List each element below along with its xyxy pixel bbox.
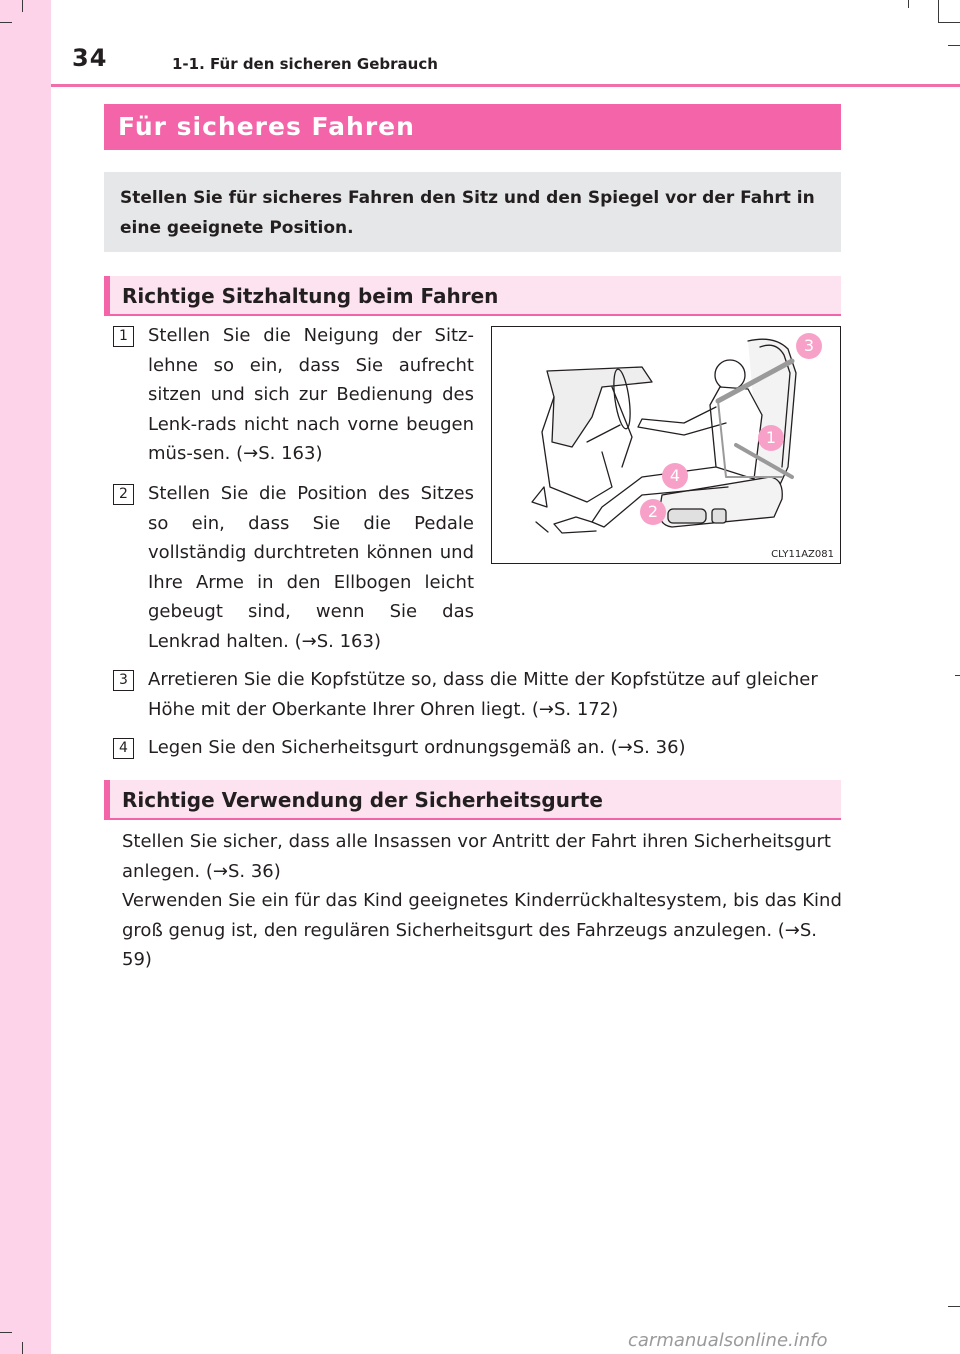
crop-mark (908, 0, 909, 8)
item-number-3: 3 (113, 670, 134, 691)
side-tab-strip (0, 0, 51, 1354)
crop-mark (948, 45, 960, 46)
belts-heading-text: Richtige Verwendung der Sicherheitsgurte (122, 788, 603, 812)
posture-item-1: Stellen Sie die Neigung der Sitz-lehne so ein, dass Sie aufrecht sitzen und sich zur Bedienung des Lenk-rads nicht nach vorne beugen müs-sen. (→S. 163) (148, 325, 474, 464)
intro-box (104, 172, 841, 252)
crop-mark (22, 1342, 23, 1354)
crop-mark (0, 1332, 12, 1333)
crop-mark (22, 0, 23, 12)
intro-text: Stellen Sie für sicheres Fahren den Sitz und den Spiegel vor der Fahrt in eine geeignete Position. (120, 188, 815, 238)
watermark-logo: carmanualsonline.info (628, 1330, 828, 1351)
crop-mark (938, 0, 939, 22)
figure-code: CLY11AZ081 (771, 549, 834, 560)
posture-item-3: Arretieren Sie die Kopfstütze so, dass die Mitte der Kopfstütze auf gleicher Höhe mit der Oberkante Ihrer Ohren liegt. (→S. 172) (148, 669, 818, 720)
running-header: 1-1. Für den sicheren Gebrauch (172, 55, 438, 73)
posture-heading-text: Richtige Sitzhaltung beim Fahren (122, 284, 499, 308)
crop-mark (938, 22, 960, 23)
crop-mark (0, 22, 12, 23)
posture-item-4: Legen Sie den Sicherheitsgurt ordnungsgemäß an. (→S. 36) (148, 737, 686, 758)
callout-3: 3 (796, 333, 822, 359)
posture-heading (104, 276, 841, 316)
header-rule (51, 84, 960, 87)
item-number-4: 4 (113, 738, 134, 759)
item-number-2: 2 (113, 484, 134, 505)
page-number: 34 (72, 44, 108, 72)
crop-mark (955, 675, 960, 676)
seating-posture-figure (491, 326, 841, 564)
item-number-1: 1 (113, 326, 134, 347)
main-title: Für sicheres Fahren (104, 104, 841, 150)
belts-paragraph-1: Stellen Sie sicher, dass alle Insassen vor Antritt der Fahrt ihren Sicherheitsgurt anlegen. (→S. 36) (122, 831, 831, 882)
callout-1: 1 (758, 425, 784, 451)
posture-item-2: Stellen Sie die Position des Sitzes so ein, dass Sie die Pedale vollständig durchtreten können und Ihre Arme in den Ellbogen leicht gebeugt sind, wenn Sie das Lenkrad halten. (→S. 163) (148, 483, 474, 652)
callout-4: 4 (662, 463, 688, 489)
driver-seat-illustration (492, 327, 840, 563)
belts-paragraph-2: Verwenden Sie ein für das Kind geeignetes Kinderrückhaltesystem, bis das Kind groß genug ist, den regulären Sicherheitsgurt des Fahrzeugs anzulegen. (→S. 59) (122, 890, 842, 970)
crop-mark (948, 1306, 960, 1307)
callout-2: 2 (640, 499, 666, 525)
belts-heading (104, 780, 841, 820)
